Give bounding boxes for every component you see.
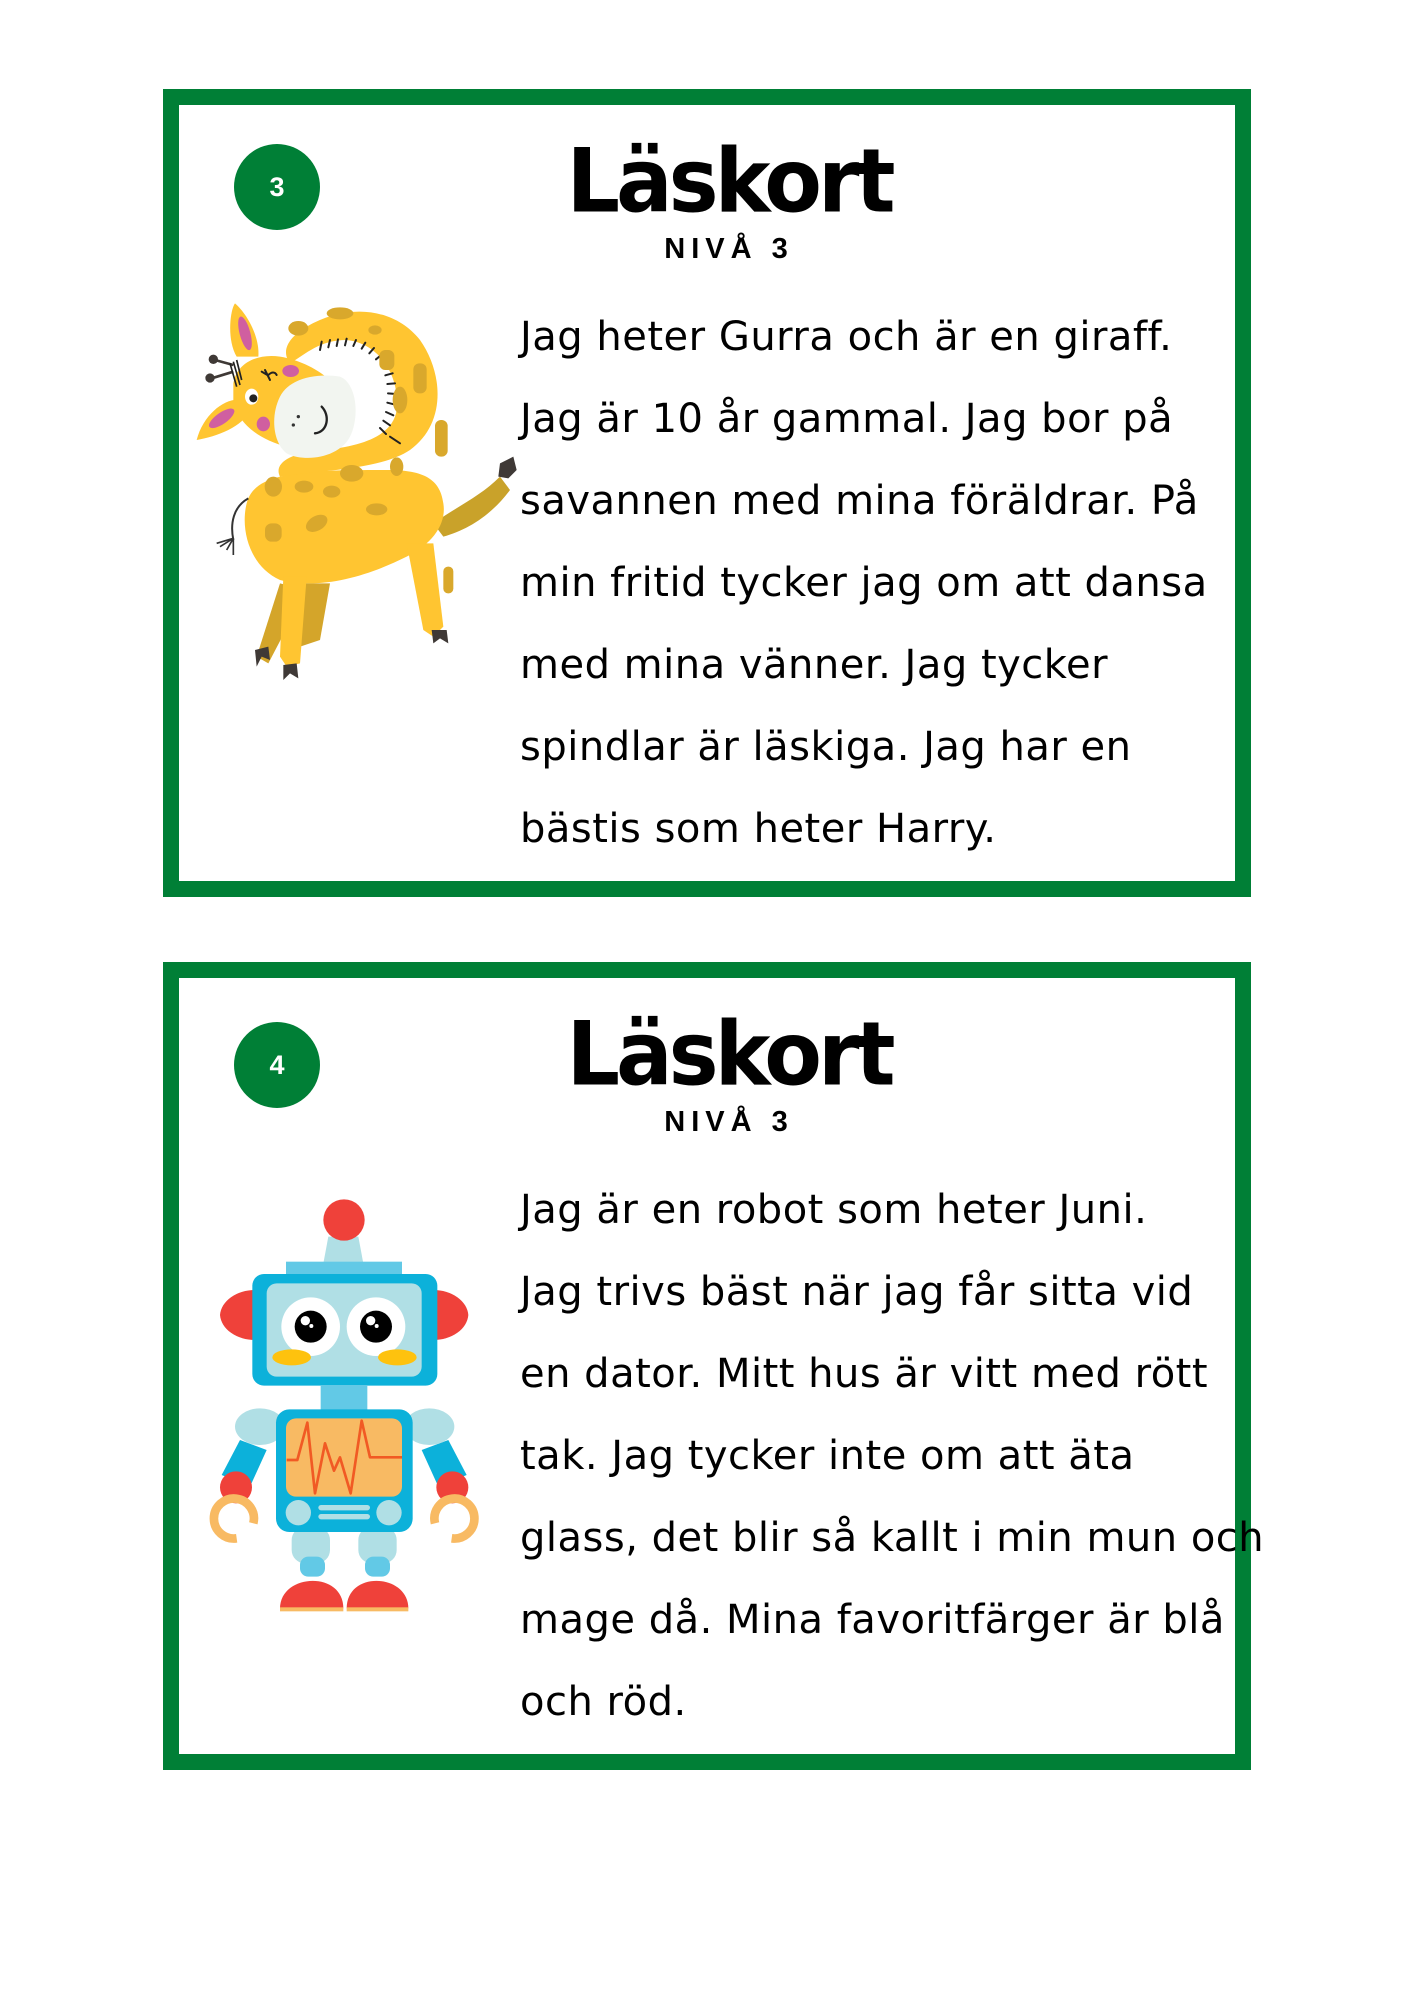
card-number: 3 [269,171,285,202]
story-line: mage då. Mina favoritfärger är blå [520,1597,1225,1643]
story-line: glass, det blir så kallt i min mun och [520,1515,1265,1561]
giraffe-illustration [180,290,520,710]
reading-card-3 [163,89,1251,897]
card-number: 4 [269,1049,285,1080]
story-line: spindlar är läskiga. Jag har en [520,724,1132,770]
card-number-badge [234,144,320,230]
story-line: min fritid tycker jag om att dansa [520,560,1208,606]
robot-illustration [200,1180,500,1640]
story-line: med mina vänner. Jag tycker [520,642,1109,688]
story-line: och röd. [520,1679,687,1725]
story-line: bästis som heter Harry. [520,806,997,852]
story-line: savannen med mina föräldrar. På [520,478,1199,524]
story-line: Jag är 10 år gammal. Jag bor på [520,396,1174,442]
card-title: Läskort [566,129,892,233]
story-line: Jag heter Gurra och är en giraff. [520,314,1173,360]
card-level: NIVÅ 3 [664,1106,794,1138]
story-line: tak. Jag tycker inte om att äta [520,1433,1135,1479]
story-line: Jag trivs bäst när jag får sitta vid [520,1269,1194,1315]
card-number-badge [234,1022,320,1108]
story-line: Jag är en robot som heter Juni. [520,1187,1148,1233]
card-level: NIVÅ 3 [664,233,794,265]
story-line: en dator. Mitt hus är vitt med rött [520,1351,1209,1397]
card-title: Läskort [566,1002,892,1106]
reading-card-4 [163,962,1265,1770]
